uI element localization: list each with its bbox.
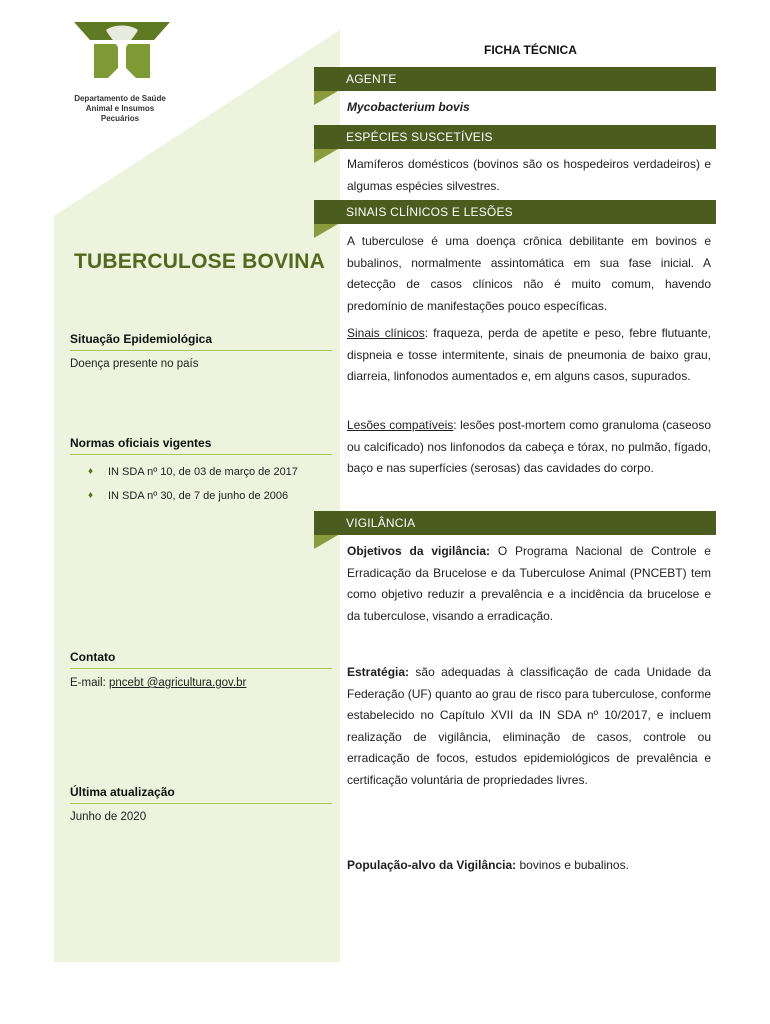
email-link[interactable]: pncebt @agricultura.gov.br	[108, 677, 247, 689]
bar-corner	[314, 149, 338, 163]
especies-bar: ESPÉCIES SUSCETÍVEIS	[314, 125, 716, 149]
vigilancia-objetivos: Objetivos da vigilância: O Programa Nacional de Controle e Erradicação da Brucelose e da Tuberculose Animal (PNCEBT) tem como objetivo reduzir a prevalência e a incidência da brucelose e da tuberculose, visando a erradicação.	[347, 544, 711, 623]
lesoes-compativeis: Lesões compatíveis: lesões post-mortem como granuloma (caseoso ou calcificado) nos linfonodos da cabeça e tórax, no pulmão, fígado, baço e nas superfícies (serosas) das cavidades do corpo.	[347, 418, 711, 475]
ficha-tecnica-heading: FICHA TÉCNICA	[484, 43, 577, 57]
especies-text: Mamíferos domésticos (bovinos são os hospedeiros verdadeiros) e algumas espécies silvestres.	[347, 157, 711, 193]
vigilancia-estrategia: Estratégia: são adequadas à classificação de cada Unidade da Federação (UF) quanto ao grau de risco para tuberculose, conforme estabelecido no Capítulo XVII da IN SDA nº 10/2017, e incluem realização de vigilância, eliminação de casos, controle ou erradicação de focos, estudos epidemiológicos de prevalência e certificação voluntária de propriedades livres.	[347, 665, 711, 787]
situacao-heading: Situação Epidemiológica	[70, 332, 332, 351]
vigilancia-bar: VIGILÂNCIA	[314, 511, 716, 535]
vigilancia-populacao: População-alvo da Vigilância: bovinos e bubalinos.	[347, 858, 629, 872]
agente-bar: AGENTE	[314, 67, 716, 91]
diamond-bullet-icon: ♦	[88, 490, 94, 501]
normas-list	[88, 464, 318, 512]
page-title: TUBERCULOSE BOVINA	[74, 250, 325, 273]
ministry-logo	[74, 20, 170, 88]
agente-text: Mycobacterium bovis	[347, 100, 470, 114]
atualizacao-heading: Última atualização	[70, 785, 332, 804]
department-name: Departamento de Saúde Animal e Insumos Pecuários	[74, 94, 166, 123]
sinais-bar: SINAIS CLÍNICOS E LESÕES	[314, 200, 716, 224]
sinais-clinicos: Sinais clínicos: fraqueza, perda de apetite e peso, febre flutuante, dispneia e tosse intermitente, sinais de pneumonia de baixo grau, diarreia, linfonodos aumentados e, em alguns casos, supurados.	[347, 326, 712, 383]
atualizacao-text: Junho de 2020	[70, 811, 147, 823]
list-item: ♦ IN SDA nº 10, de 03 de março de 2017	[88, 466, 298, 478]
bar-corner	[314, 91, 338, 105]
bar-corner	[314, 535, 338, 549]
normas-heading: Normas oficiais vigentes	[70, 436, 332, 455]
list-item: ♦ IN SDA nº 30, de 7 de junho de 2006	[88, 490, 289, 502]
contato-heading: Contato	[70, 650, 332, 669]
sinais-intro: A tuberculose é uma doença crônica debilitante em bovinos e bubalinos, normalmente assintomática em sua fase inicial. A detecção de casos clínicos não é muito comum, havendo predomínio de manifestações pouco específicas.	[347, 234, 711, 313]
diamond-bullet-icon: ♦	[88, 466, 94, 477]
situacao-text: Doença presente no país	[70, 358, 199, 370]
contato-email: E-mail: pncebt @agricultura.gov.br	[70, 677, 247, 689]
bar-corner	[314, 224, 338, 238]
